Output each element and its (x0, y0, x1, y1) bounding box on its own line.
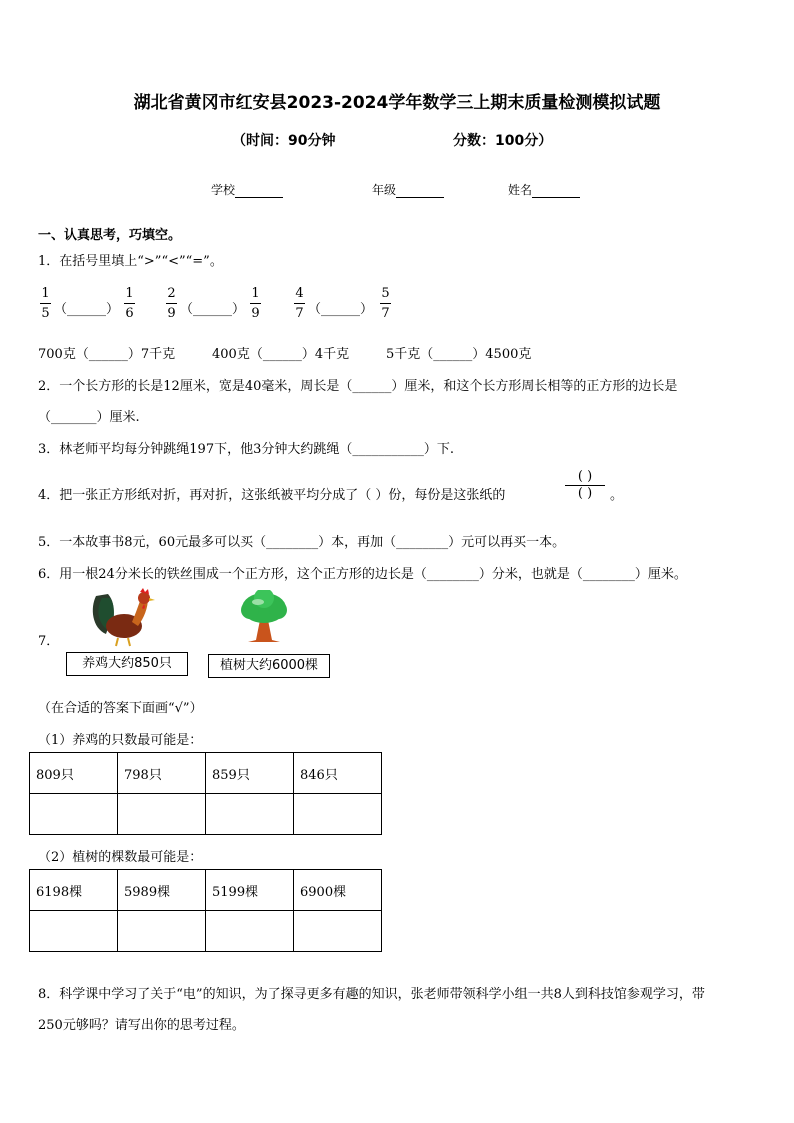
answer-blank[interactable]: （______） (180, 302, 246, 317)
section-heading: 一、认真思考，巧填空。 (38, 228, 182, 243)
chicken-label: 养鸡大约850只 (66, 652, 188, 676)
option-cell: 5199棵 (206, 870, 294, 911)
answer-cell[interactable] (118, 794, 206, 835)
question-1: 1．在括号里填上“>”“<”“=”。 (38, 254, 223, 269)
instruction: （在合适的答案下面画“√”） (38, 701, 203, 716)
option-cell: 859只 (206, 753, 294, 794)
answer-cell[interactable] (206, 794, 294, 835)
answer-blank[interactable]: （______） (308, 302, 374, 317)
question-8: 8．科学课中学习了关于“电”的知识，为了探寻更多有趣的知识，张老师带领科学小组一共8人到科技馆参观学习，带 (38, 987, 705, 1002)
answer-cell[interactable] (294, 794, 382, 835)
name-field: 姓名 (508, 181, 580, 198)
option-cell: 6198棵 (30, 870, 118, 911)
tree-icon (238, 590, 290, 644)
weight-compare: 400克（______）4千克 (212, 347, 350, 362)
question-6: 6．用一根24分米长的铁丝围成一个正方形，这个正方形的边长是（________）分米，也就是（________）厘米。 (38, 567, 687, 582)
fraction: 1 9 (251, 286, 260, 321)
question-2: 2．一个长方形的长是12厘米，宽是40毫米，周长是（______）厘米，和这个长方形周长相等的正方形的边长是 (38, 379, 678, 394)
question-5: 5．一本故事书8元，60元最多可以买（________）本，再加（________）元可以再买一本。 (38, 535, 566, 550)
question-3: 3．林老师平均每分钟跳绳197下，他3分钟大约跳绳（___________）下. (38, 442, 454, 457)
question-7: 7． (38, 634, 60, 649)
options-table-tree (29, 869, 382, 952)
answer-fraction[interactable]: ( ) ( ) (565, 470, 605, 501)
exam-score: 分数：100分） (453, 133, 553, 149)
options-table-chicken (29, 752, 382, 835)
answer-cell[interactable] (30, 911, 118, 952)
school-field: 学校 (211, 181, 283, 198)
option-cell: 809只 (30, 753, 118, 794)
answer-cell[interactable] (30, 794, 118, 835)
subquestion-2: （2）植树的棵数最可能是： (38, 850, 203, 865)
answer-cell[interactable] (206, 911, 294, 952)
tree-label: 植树大约6000棵 (208, 654, 330, 678)
page-title: 湖北省黄冈市红安县2023-2024学年数学三上期末质量检测模拟试题 (133, 93, 661, 113)
option-cell: 846只 (294, 753, 382, 794)
option-cell: 798只 (118, 753, 206, 794)
weight-compare: 5千克（______）4500克 (386, 347, 532, 362)
option-cell: 6900棵 (294, 870, 382, 911)
fraction: 1 5 (41, 286, 50, 321)
weight-compare: 700克（______）7千克 (38, 347, 176, 362)
question-2-cont: （_______）厘米. (38, 410, 140, 425)
fraction: 1 6 (125, 286, 134, 321)
option-cell: 5989棵 (118, 870, 206, 911)
subquestion-1: （1）养鸡的只数最可能是： (38, 733, 203, 748)
fraction: 2 9 (167, 286, 176, 321)
fraction: 4 7 (295, 286, 304, 321)
rooster-icon (88, 588, 160, 648)
answer-blank[interactable]: （______） (54, 302, 120, 317)
question-4: 4．把一张正方形纸对折，再对折，这张纸被平均分成了（ ）份，每份是这张纸的 (38, 488, 506, 503)
answer-cell[interactable] (294, 911, 382, 952)
answer-cell[interactable] (118, 911, 206, 952)
question-8-cont: 250元够吗？请写出你的思考过程。 (38, 1018, 245, 1033)
fraction: 5 7 (381, 286, 390, 321)
question-4-end: 。 (610, 488, 624, 503)
grade-field: 年级 (372, 181, 444, 198)
exam-time: （时间：90分钟 (232, 133, 336, 149)
